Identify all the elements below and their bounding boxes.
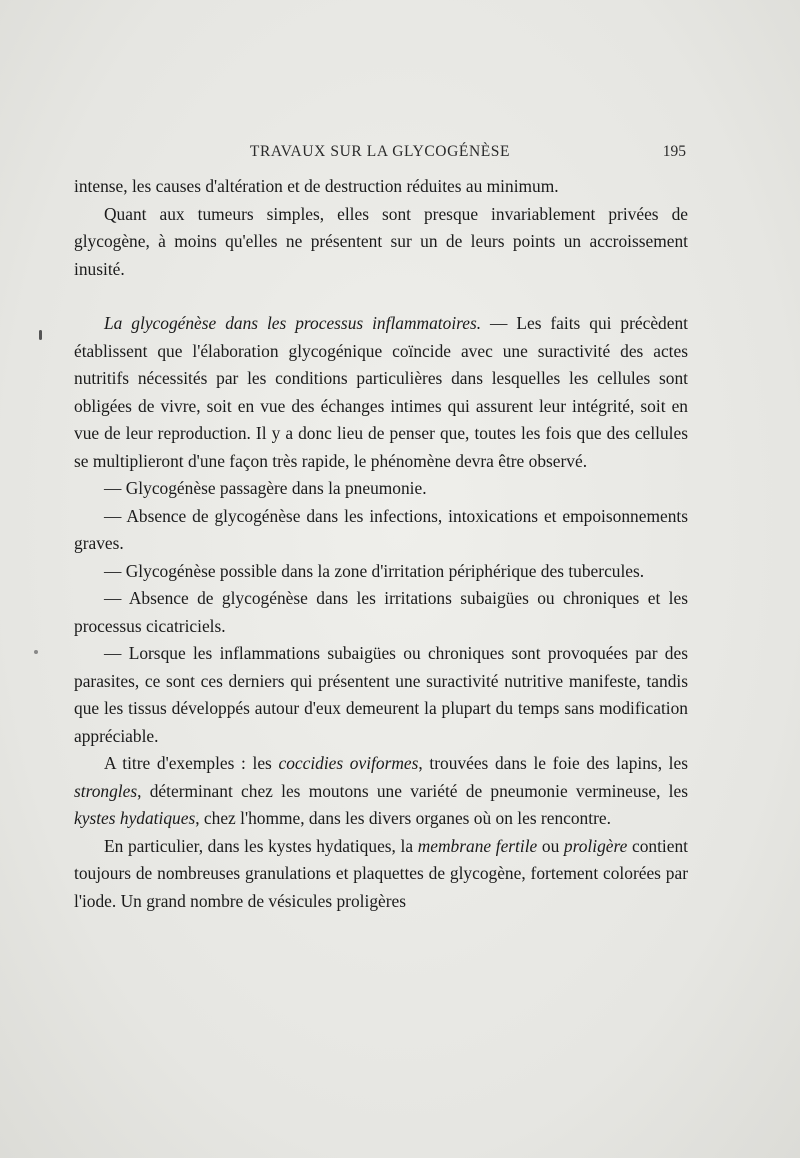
text-run: , trouvées dans le foie des lapins, les <box>418 753 688 773</box>
list-item-text: — Glycogénèse possible dans la zone d'irritation périphérique des tubercules. <box>104 560 645 581</box>
paragraph <box>74 750 688 833</box>
list-item <box>74 503 688 558</box>
page-number: 195 <box>662 143 686 160</box>
list-item <box>74 558 688 586</box>
paragraph <box>74 201 688 284</box>
paragraph-spacer <box>74 283 688 310</box>
list-item-text: — Lorsque les inflammations subaigües ou chroniques sont provoquées par des parasites, ce sont ces derniers qui présentent une suractivité nutritive manifeste, tandis que les tissus développés autour d'eux demeurent la plupart du temps sans modification appréciable. <box>74 643 688 746</box>
paragraph <box>74 173 688 201</box>
paragraph <box>74 833 688 916</box>
list-item-text: — Absence de glycogénèse dans les irritations subaigües ou chroniques et les processus cicatriciels. <box>74 588 688 636</box>
list-item-text: — Absence de glycogénèse dans les infections, intoxications et empoisonnements graves. <box>74 505 688 553</box>
margin-mark <box>39 330 42 340</box>
body-text <box>74 173 688 915</box>
section-paragraph <box>74 310 688 475</box>
paragraph-text: — Les faits qui précèdent établissent que l'élaboration glycogénique coïncide avec une suractivité des actes nutritifs nécessités par les conditions particulières dans lesquelles les cellules sont obligées de vivre, soit en vue des échanges intimes qui assurent leur intégrité, soit en vue de leur reproduction. Il y a donc lieu de penser que, toutes les fois que des cellules se multiplieront d'une façon très rapide, le phénomène devra être observé. <box>74 313 688 471</box>
section-heading: La glycogénèse dans les processus inflammatoires. <box>104 313 482 333</box>
italic-term: membrane fertile <box>417 835 538 856</box>
paragraph-text: intense, les causes d'altération et de destruction réduites au minimum. <box>74 176 559 196</box>
italic-term: coccidies oviformes <box>278 753 419 773</box>
list-item <box>74 585 688 640</box>
text-run: contient toujours de nombreuses granulations et plaquettes de glycogène, fortement colorées par l'iode. Un grand nombre de vésicules proligères <box>74 835 688 911</box>
text-run: , chez l'homme, dans les divers organes où on les rencontre. <box>195 808 611 828</box>
italic-term: strongles <box>74 780 138 801</box>
paragraph-text: Quant aux tumeurs simples, elles sont presque invariablement privées de glycogène, à moins qu'elles ne présentent sur un de leurs points un accroissement inusité. <box>74 203 688 279</box>
list-item <box>74 475 688 503</box>
margin-mark <box>34 650 38 654</box>
text-run: A titre d'exemples : les <box>104 753 279 773</box>
italic-term: proligère <box>563 835 628 856</box>
list-item-text: — Glycogénèse passagère dans la pneumonie. <box>104 478 427 498</box>
running-title: TRAVAUX SUR LA GLYCOGÉNÈSE <box>249 143 511 160</box>
text-run: ou <box>537 835 564 856</box>
running-header <box>74 143 686 165</box>
text-run: , déterminant chez les moutons une variété de pneumonie vermineuse, les <box>137 780 688 801</box>
italic-term: kystes hydatiques <box>74 808 196 828</box>
list-item <box>74 640 688 750</box>
text-run: En particulier, dans les kystes hydatiques, la <box>104 835 418 856</box>
